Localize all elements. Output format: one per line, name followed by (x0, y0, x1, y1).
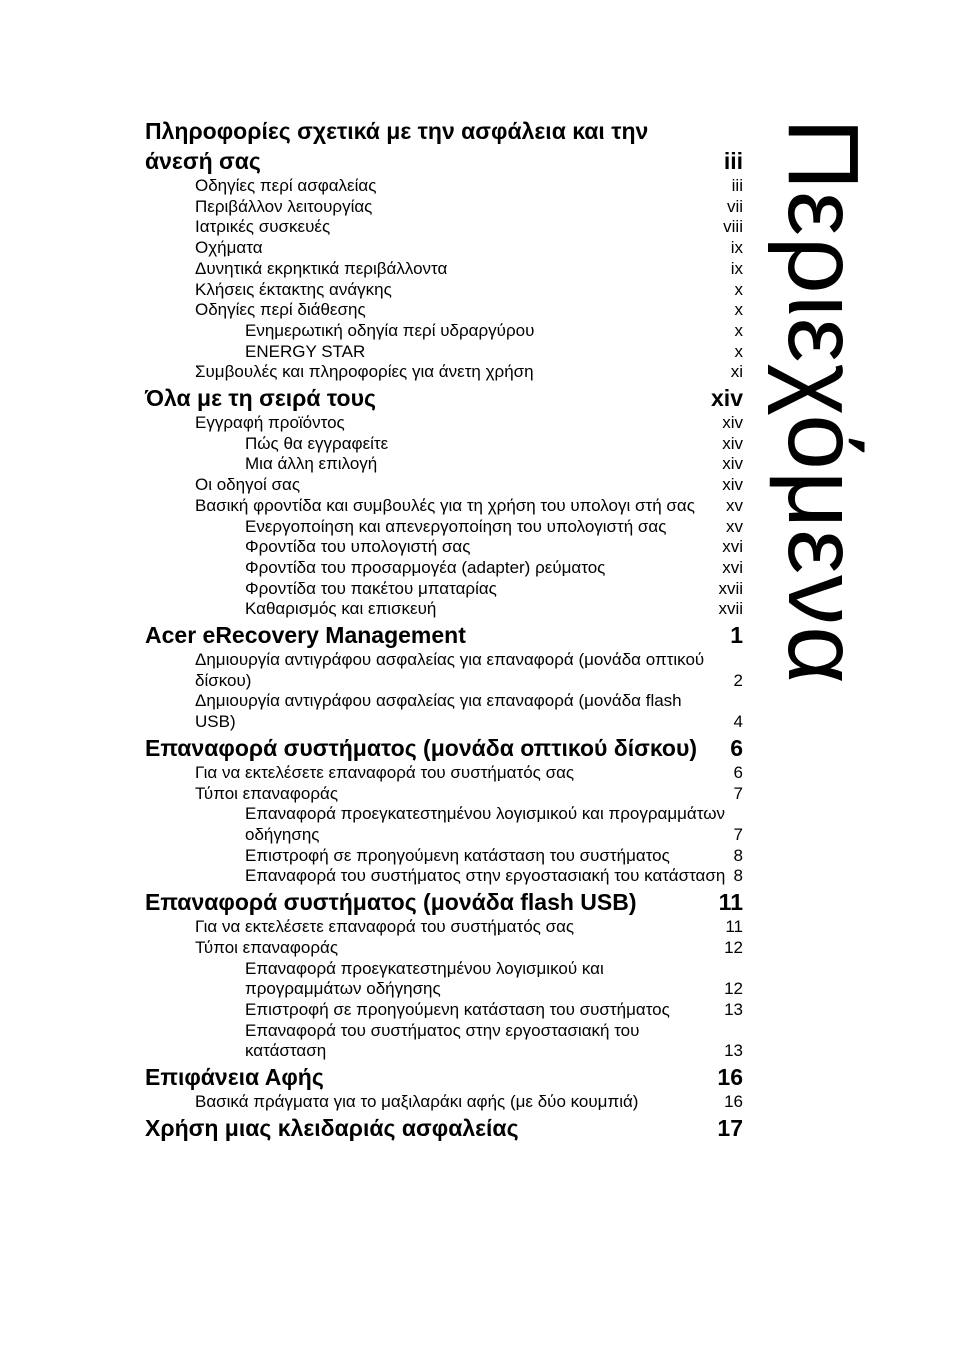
toc-section-entry[interactable] (145, 217, 743, 238)
toc-entry-page: 12 (724, 979, 743, 999)
toc-section-entry[interactable] (145, 866, 743, 887)
toc-entry-title: Τύποι επαναφοράς (195, 783, 339, 803)
toc-section-entry[interactable] (145, 784, 743, 805)
toc-entry-title: Τύποι επαναφοράς (195, 937, 339, 957)
toc-entry-title: Επαναφορά προεγκατεστημένου λογισμικού και προγραμμάτων οδήγησης (245, 804, 725, 844)
toc-entry-title: Όλα με τη σειρά τους (145, 385, 376, 412)
toc-entry-page: 12 (724, 937, 743, 957)
toc-entry-page: 11 (725, 917, 743, 937)
toc-section-entry[interactable] (145, 1092, 743, 1113)
toc-section-entry[interactable] (145, 413, 743, 434)
toc-entry-title: Συμβουλές και πληροφορίες για άνετη χρήση (195, 362, 534, 382)
toc-entry-title: Επαναφορά του συστήματος στην εργοστασιακή του κατάσταση (245, 1020, 640, 1061)
toc-entry-page: iii (731, 176, 743, 195)
toc-entry-page: xiv (722, 454, 743, 474)
toc-entry-page: x (734, 300, 743, 320)
toc-entry-title: Βασικά πράγματα για το μαξιλαράκι αφής (με δύο κουμπιά) (195, 1092, 639, 1112)
toc-entry-page: xv (726, 516, 743, 536)
toc-section-entry[interactable] (145, 475, 743, 496)
toc-entry-title: Κλήσεις έκτακτης ανάγκης (195, 279, 392, 299)
toc-entry-page: 7 (733, 824, 743, 844)
toc-entry-title: Ιατρικές συσκευές (195, 217, 331, 237)
toc-section-entry[interactable] (145, 300, 743, 321)
toc-entry-page: xvii (718, 578, 743, 598)
toc-entry-title: Acer eRecovery Management (145, 622, 466, 649)
toc-entry-page: 16 (724, 1092, 743, 1112)
toc-entry-title: Φροντίδα του προσαρμογέα (adapter) ρεύματος (245, 557, 606, 577)
toc-entry-page: x (734, 279, 743, 299)
toc-entry-page: xvii (718, 599, 743, 619)
toc-entry-title: Δημιουργία αντιγράφου ασφαλείας για επαναφορά (μονάδα flash USB) (195, 691, 682, 732)
toc-section-entry[interactable] (145, 496, 743, 517)
toc-entry-title: ENERGY STAR (245, 341, 366, 361)
toc-entry-page: 17 (717, 1114, 743, 1141)
toc-entry-page: viii (723, 217, 743, 237)
toc-section-entry[interactable] (145, 558, 743, 579)
toc-entry-title: Χρήση μιας κλειδαριάς ασφαλείας (145, 1114, 519, 1141)
toc-chapter-entry[interactable] (145, 733, 743, 763)
toc-entry-page: ix (730, 238, 743, 258)
toc-entry-title: Επαναφορά συστήματος (μονάδα οπτικού δίσκου) (145, 734, 698, 761)
toc-section-entry[interactable] (145, 691, 743, 732)
toc-entry-title: Για να εκτελέσετε επαναφορά του συστήματός σας (195, 762, 575, 782)
page-title: Περιεχόμενα (767, 118, 879, 685)
toc-chapter-entry[interactable] (145, 1062, 743, 1092)
toc-entry-page: 6 (730, 734, 743, 761)
table-of-contents (145, 116, 743, 1143)
toc-section-entry[interactable] (145, 599, 743, 620)
toc-section-entry[interactable] (145, 1021, 743, 1062)
toc-section-entry[interactable] (145, 280, 743, 301)
toc-entry-title: Επαναφορά συστήματος (μονάδα flash USB) (145, 889, 637, 916)
toc-entry-page: xvi (722, 557, 743, 577)
toc-entry-title: Επαναφορά προεγκατεστημένου λογισμικού και προγραμμάτων οδήγησης (245, 958, 604, 999)
toc-entry-page: x (734, 320, 743, 340)
toc-chapter-entry[interactable] (145, 620, 743, 650)
toc-entry-page: xiv (711, 385, 743, 412)
toc-section-entry[interactable] (145, 579, 743, 600)
toc-entry-title: Δημιουργία αντιγράφου ασφαλείας για επαναφορά (μονάδα οπτικού δίσκου) (195, 650, 705, 690)
toc-entry-page: vii (726, 196, 743, 216)
toc-entry-title: Οχήματα (195, 238, 263, 258)
toc-entry-title: Επαναφορά του συστήματος στην εργοστασιακή του κατάσταση (245, 866, 726, 886)
toc-entry-page: x (734, 341, 743, 361)
toc-entry-page: ix (730, 258, 743, 278)
toc-section-entry[interactable] (145, 1000, 743, 1021)
toc-entry-title: Πώς θα εγγραφείτε (245, 433, 389, 453)
toc-entry-title: Φροντίδα του υπολογιστή σας (245, 537, 471, 557)
toc-section-entry[interactable] (145, 917, 743, 938)
toc-entry-title: Βασική φροντίδα και συμβουλές για τη χρήση του υπολογι στή σας (195, 495, 695, 515)
toc-entry-title: Ενημερωτική οδηγία περί υδραργύρου (245, 320, 535, 340)
toc-entry-page: xiv (722, 475, 743, 495)
toc-entry-page: 8 (733, 845, 743, 865)
toc-entry-title: Καθαρισμός και επισκευή (245, 599, 437, 619)
toc-entry-page: xvi (722, 537, 743, 557)
toc-entry-title: Εγγραφή προϊόντος (195, 413, 345, 433)
toc-entry-page: 11 (718, 889, 743, 916)
toc-section-entry[interactable] (145, 434, 743, 455)
toc-section-entry[interactable] (145, 321, 743, 342)
toc-entry-page: xiv (722, 433, 743, 453)
toc-section-entry[interactable] (145, 763, 743, 784)
toc-chapter-entry[interactable] (145, 1113, 743, 1143)
toc-section-entry[interactable] (145, 959, 743, 1000)
toc-entry-title: Οι οδηγοί σας (195, 475, 301, 495)
toc-entry-page: 8 (733, 866, 743, 886)
toc-entry-page: 13 (724, 1041, 743, 1061)
toc-section-entry[interactable] (145, 804, 743, 845)
toc-entry-page: xv (726, 495, 743, 515)
toc-section-entry[interactable] (145, 537, 743, 558)
toc-section-entry[interactable] (145, 517, 743, 538)
toc-section-entry[interactable] (145, 650, 743, 691)
toc-section-entry[interactable] (145, 846, 743, 867)
toc-entry-page: 1 (730, 622, 743, 649)
toc-entry-page: 13 (724, 999, 743, 1019)
toc-entry-page: 16 (717, 1064, 743, 1091)
toc-entry-title: Επιφάνεια Αφής (145, 1064, 324, 1091)
toc-section-entry[interactable] (145, 342, 743, 363)
toc-section-entry[interactable] (145, 362, 743, 383)
toc-entry-title: Δυνητικά εκρηκτικά περιβάλλοντα (195, 258, 448, 278)
toc-entry-title: Οδηγίες περί διάθεσης (195, 300, 366, 320)
toc-entry-title: Ενεργοποίηση και απενεργοποίηση του υπολογιστή σας (245, 516, 667, 536)
toc-entry-page: 6 (733, 762, 743, 782)
toc-section-entry[interactable] (145, 197, 743, 218)
toc-entry-title: Επιστροφή σε προηγούμενη κατάσταση του συστήματος (245, 845, 670, 865)
toc-section-entry[interactable] (145, 238, 743, 259)
toc-entry-page: iii (723, 148, 743, 174)
toc-entry-page: 2 (733, 670, 743, 690)
toc-chapter-entry[interactable] (145, 887, 743, 917)
toc-entry-title: Φροντίδα του πακέτου μπαταρίας (245, 578, 497, 598)
toc-entry-page: 4 (733, 712, 743, 732)
toc-entry-title: Πληροφορίες σχετικά με την ασφάλεια και την άνεσή σας (145, 118, 649, 174)
toc-entry-title: Επιστροφή σε προηγούμενη κατάσταση του συστήματος (245, 999, 670, 1019)
toc-entry-title: Περιβάλλον λειτουργίας (195, 196, 373, 216)
toc-entry-title: Οδηγίες περί ασφαλείας (195, 176, 377, 195)
toc-section-entry[interactable] (145, 176, 743, 197)
toc-entry-page: xi (730, 362, 743, 382)
toc-section-entry[interactable] (145, 454, 743, 475)
toc-entry-page: 7 (733, 783, 743, 803)
toc-section-entry[interactable] (145, 938, 743, 959)
toc-section-entry[interactable] (145, 259, 743, 280)
toc-chapter-entry[interactable] (145, 383, 743, 413)
toc-entry-title: Για να εκτελέσετε επαναφορά του συστήματός σας (195, 917, 575, 937)
toc-entry-page: xiv (722, 413, 743, 433)
toc-entry-title: Μια άλλη επιλογή (245, 454, 378, 474)
toc-chapter-entry[interactable] (145, 116, 743, 176)
